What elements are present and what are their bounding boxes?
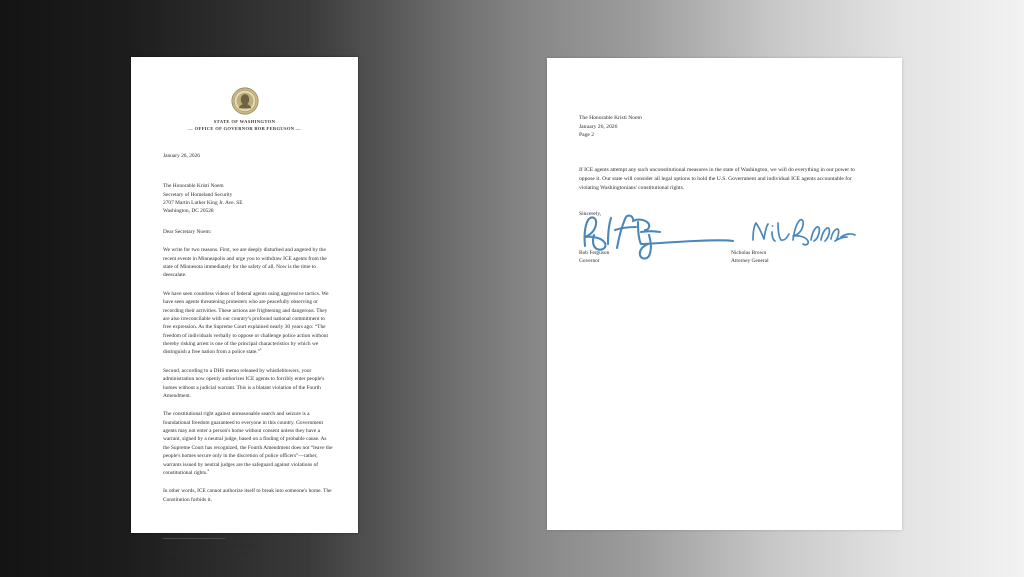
body-paragraph-4 [163,410,334,477]
footnote-case-name: City of Houston v. Hill [164,543,205,549]
footnote-number: 1 [163,542,165,547]
page-2-body [547,114,902,266]
salutation: Dear Secretary Noem: [163,229,212,236]
closing-salutation: Sincerely, [579,210,602,217]
paragraph-text: In other words, ICE cannot authorize itself to break into someone's home. The Constitution forbids it. [163,488,332,503]
nicholas-brown-signature-icon [753,220,855,245]
footnote-citation: , 482 U.S. 451, 462-63 (1987). [204,543,259,549]
paragraph-text: We have seen countless videos of federal agents using aggressive tactics. We have seen agents threatening protesters who are peacefully observing or recording their activities. These actions are frightening and dangerous. They are also irreconcilable with our country's profound national commitment to free expression. As the Supreme Court explained nearly 30 years ago: “The freedom of individuals verbally to oppose or challenge police action without thereby risking arrest is one of the principal characteristics by which we distinguish a free nation from a police state.” [163,290,329,356]
footnote-marker-2: 2 [207,468,210,473]
footnote-item [163,550,334,558]
footnote-citation: , 333 U.S. 10, 14 (1948). [207,551,252,557]
recipient-address-block [163,182,334,215]
letter-page-1 [131,57,358,557]
paragraph-text: We write for two reasons. First, we are deeply disturbed and angered by the recent events in Minneapolis and urge you to withdraw ICE agents from the state of Minnesota immediately for the safety of all. Now is the time to deescalate. [163,247,327,279]
letterhead [131,57,358,131]
page-2-header-line: January 26, 2026 [579,123,618,130]
footnote-number: 2 [163,550,165,555]
body-paragraph-3 [163,367,334,401]
letter-page-2 [547,58,902,530]
letterhead-line-1: STATE OF WASHINGTON [213,119,276,124]
recipient-line: Secretary of Homeland Security [163,191,233,198]
page-number: Page 2 [579,132,595,139]
page-2-paragraph: If ICE agents attempt any such unconstitutional measures in the state of Washington, we will do everything in our power to oppose it. Our state will consider all legal options to hold the U.S. Government and individual ICE agents accountable for violating Washingtonians' constitutional rights. [579,166,855,191]
body-paragraph-2 [163,290,334,357]
recipient-line: Washington, DC 20528 [163,208,214,215]
signatory-title: Attorney General [731,257,769,264]
footnote-marker-1: 1 [260,347,262,352]
footnote-case-name: Johnson v. United States [164,551,208,557]
signature-ink-layer [575,210,865,262]
recipient-line: 2707 Martin Luther King Jr. Ave. SE [163,199,243,206]
signatory-name: Nicholas Brown [731,250,767,257]
paragraph-text: The constitutional right against unreasonable search and seizure is a foundational freedom guaranteed to everyone in this country. Government agents may not enter a person's home without consent unless they have a warrant, signed by a neutral judge, based on a finding of probable cause. As the Supreme Court has recognized, the Fourth Amendment does not “leave the people's homes secure only in the discretion of police officers”—rather, warrants issued by neutral judges are the safeguard against violations of constitutional rights. [163,411,333,476]
paragraph-text: Second, according to a DHS memo released by whistleblowers, your administration now openly authorizes ICE agents to forcibly enter people's homes without a judicial warrant. This is a blatant violation of the Fourth Amendment. [163,367,325,399]
footnote-list [163,542,334,559]
page-2-header-line: The Honorable Kristi Noem [579,115,642,121]
page-2-header-block [579,114,870,140]
body-paragraph-5 [163,487,334,504]
letter-date: January 26, 2026 [163,153,200,160]
recipient-line: The Honorable Kristi Noem [163,183,224,190]
page-1-body [131,153,358,558]
signatory-name: Bob Ferguson [579,250,610,257]
footnote-separator-rule [163,538,225,539]
body-paragraph-1 [163,246,334,280]
footnote-item [163,542,334,550]
signatory-block-attorney-general [731,250,769,266]
letterhead-line-2: — OFFICE OF GOVERNOR BOB FERGUSON — [188,125,301,131]
signature-area [579,218,870,266]
signatory-block-governor [579,250,609,266]
signatory-title: Governor [579,257,600,264]
washington-state-seal-icon [231,87,259,115]
